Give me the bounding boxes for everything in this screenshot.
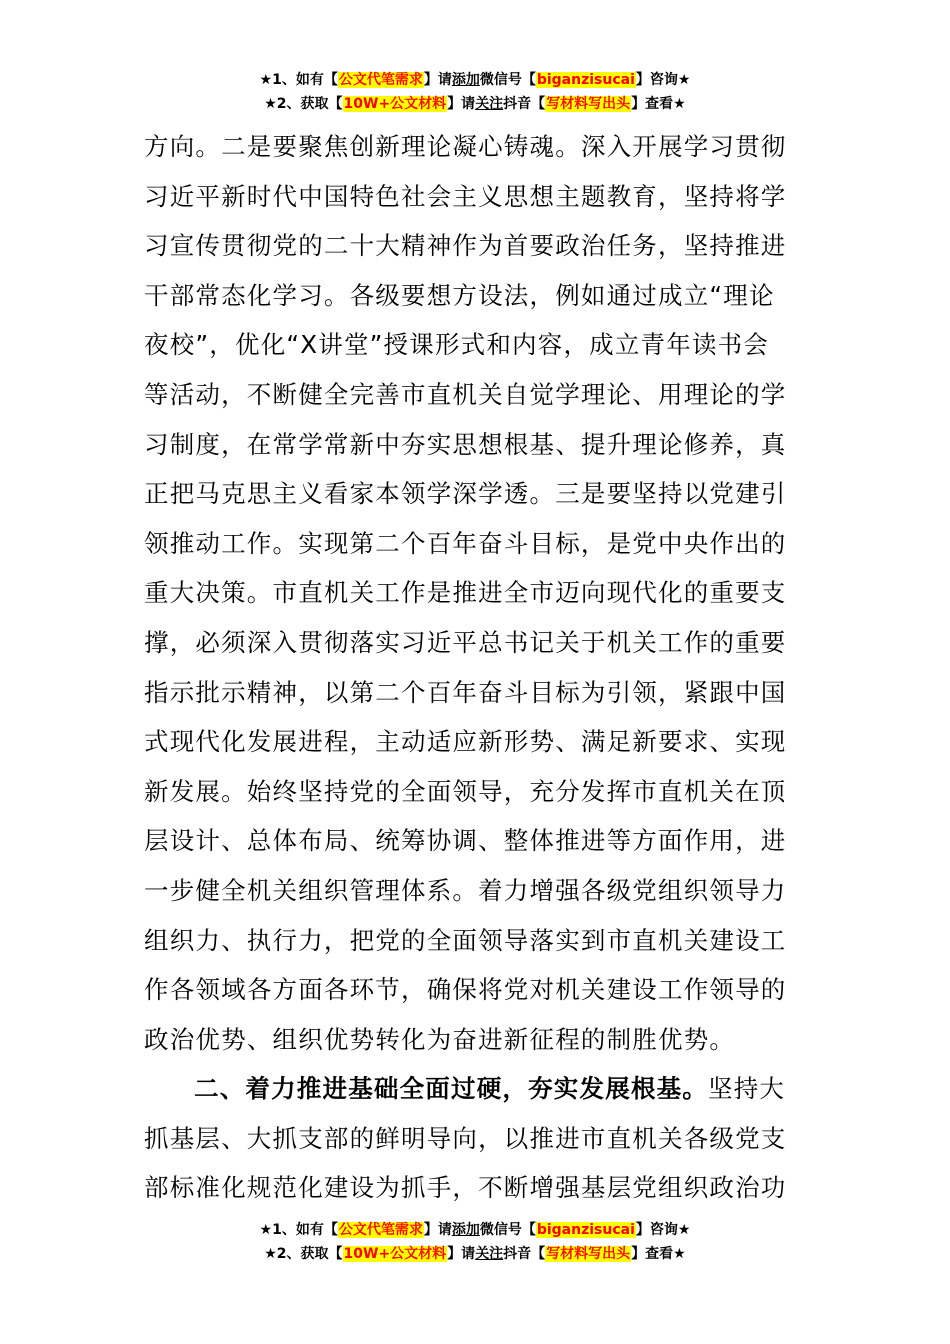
document-body — [144, 122, 808, 1213]
underlined-text: 关注 — [475, 1246, 504, 1262]
body-line: 干部常态化学习。各级要想方设法，例如通过成立“理论 — [144, 280, 775, 310]
underlined-text: 关注 — [475, 96, 504, 112]
banner-text: ★2、获取【 — [264, 1246, 343, 1262]
body-line: 领推动工作。实现第二个百年奋斗目标，是党中央作出的 — [144, 528, 787, 558]
body-line: 一步健全机关组织管理体系。着力增强各级党组织领导力 — [144, 875, 787, 905]
banner-text: 抖音【 — [503, 96, 546, 112]
banner-text: 】查看★ — [631, 96, 686, 112]
body-line: 习制度，在常学常新中夯实思想根基、提升理论修养，真 — [144, 429, 787, 459]
wechat-id-highlight: biganzisucai — [536, 1222, 635, 1238]
body-line: 撑，必须深入贯彻落实习近平总书记关于机关工作的重要 — [144, 627, 787, 657]
banner-text: 】请 — [423, 72, 452, 88]
body-line: 夜校”，优化“X讲堂”授课形式和内容，成立青年读书会 — [144, 330, 770, 360]
banner-text: 】请 — [447, 96, 476, 112]
banner-line-2 — [0, 1242, 950, 1266]
wechat-id-highlight: biganzisucai — [536, 72, 635, 88]
body-text: 坚持大 — [708, 1074, 786, 1104]
bottom-banner — [0, 1218, 950, 1266]
body-line: 重大决策。市直机关工作是推进全市迈向现代化的重要支 — [144, 578, 787, 608]
body-line: 式现代化发展进程，主动适应新形势、满足新要求、实现 — [144, 727, 787, 757]
body-line: 作各领域各方面各环节，确保将党对机关建设工作领导的 — [144, 975, 787, 1005]
banner-text: 】请 — [447, 1246, 476, 1262]
highlight-tag: 10W+公文材料 — [343, 1246, 447, 1262]
banner-text: ★1、如有【 — [259, 1222, 338, 1238]
body-line: 部标准化规范化建设为抓手，不断增强基层党组织政治功 — [144, 1173, 787, 1203]
body-line: 正把马克思主义看家本领学深学透。三是要坚持以党建引 — [144, 479, 787, 509]
banner-text: 】咨询★ — [635, 72, 691, 88]
banner-text: 】请 — [423, 1222, 452, 1238]
body-line: 习宣传贯彻党的二十大精神作为首要政治任务，坚持推进 — [144, 231, 787, 261]
banner-text: 微信号【 — [479, 1222, 536, 1238]
underlined-text: 添加 — [451, 1222, 480, 1238]
underlined-text: 添加 — [451, 72, 480, 88]
section-2-first-line — [144, 1064, 808, 1114]
douyin-id-highlight: 写材料写出头 — [546, 1246, 631, 1262]
banner-line-2 — [0, 92, 950, 116]
body-line: 指示批示精神，以第二个百年奋斗目标为引领，紧跟中国 — [144, 677, 787, 707]
section-2-heading: 二、着力推进基础全面过硬，夯实发展根基。 — [194, 1074, 708, 1104]
body-line: 组织力、执行力，把党的全面领导落实到市直机关建设工 — [144, 925, 787, 955]
banner-text: 微信号【 — [479, 72, 536, 88]
banner-text: 抖音【 — [503, 1246, 546, 1262]
highlight-tag: 公文代笔需求 — [338, 1222, 423, 1238]
body-line: 层设计、总体布局、统筹协调、整体推进等方面作用，进 — [144, 826, 787, 856]
highlight-tag: 10W+公文材料 — [343, 96, 447, 112]
banner-line-1 — [0, 1218, 950, 1242]
body-line: 等活动，不断健全完善市直机关自觉学理论、用理论的学 — [144, 379, 787, 409]
body-line: 习近平新时代中国特色社会主义思想主题教育，坚持将学 — [144, 181, 787, 211]
body-line: 新发展。始终坚持党的全面领导，充分发挥市直机关在顶 — [144, 776, 787, 806]
douyin-id-highlight: 写材料写出头 — [546, 96, 631, 112]
banner-text: ★1、如有【 — [259, 72, 338, 88]
banner-line-1 — [0, 68, 950, 92]
body-line: 方向。二是要聚焦创新理论凝心铸魂。深入开展学习贯彻 — [144, 132, 787, 161]
banner-text: ★2、获取【 — [264, 96, 343, 112]
highlight-tag: 公文代笔需求 — [338, 72, 423, 88]
body-line: 抓基层、大抓支部的鲜明导向，以推进市直机关各级党支 — [144, 1123, 787, 1153]
banner-text: 】咨询★ — [635, 1222, 691, 1238]
top-banner — [0, 68, 950, 116]
body-line: 政治优势、组织优势转化为奋进新征程的制胜优势。 — [144, 1024, 736, 1054]
banner-text: 】查看★ — [631, 1246, 686, 1262]
